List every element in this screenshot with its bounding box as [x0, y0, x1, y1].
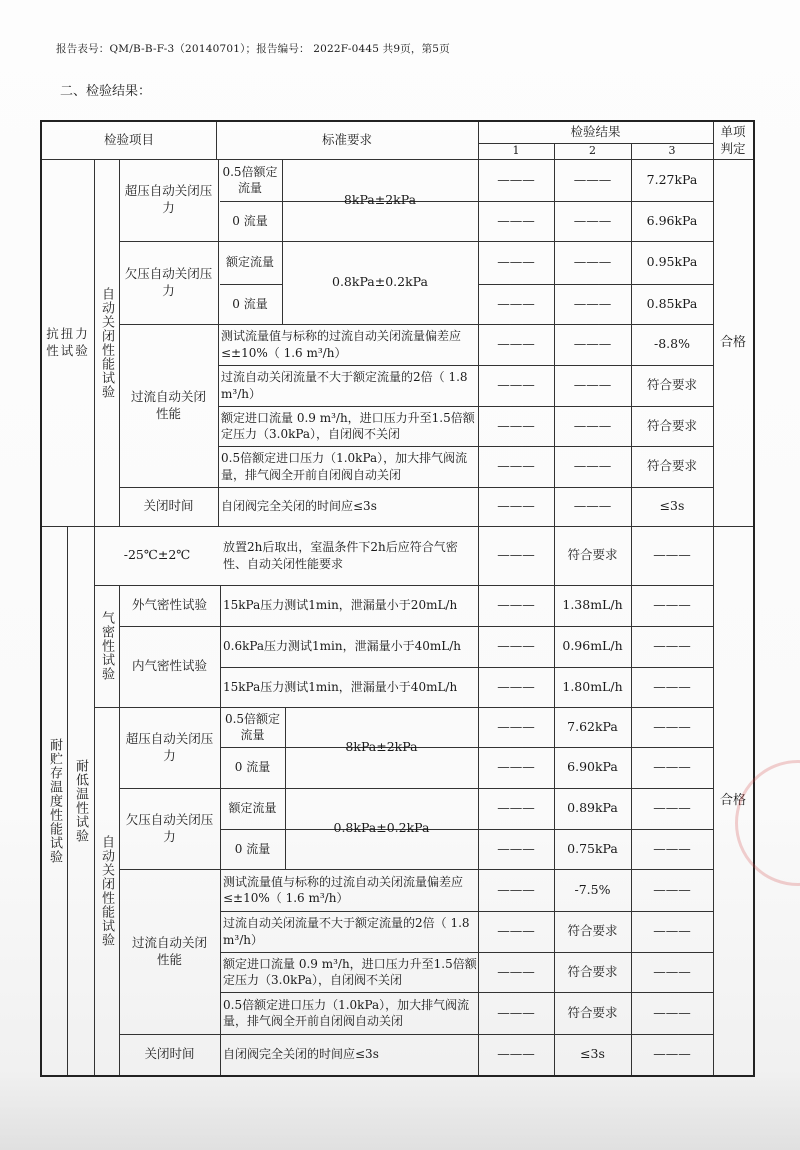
storage-int-std-2: 15kPa压力测试1min，泄漏量小于40mL/h: [223, 679, 458, 694]
torsion-flow-std-1: 测试流量值与标称的过流自动关闭流量偏差应≤±10%（ 1.6 m³/h）: [221, 329, 462, 360]
torsion-flow-r3-2: 符合要求: [646, 377, 697, 393]
storage-over-flow-0: 0 流量: [234, 760, 271, 775]
torsion-flow-std-2: 过流自动关闭流量不大于额定流量的2倍（ 1.8 m³/h）: [221, 370, 468, 401]
torsion-over-r3b: 6.96kPa: [646, 212, 698, 228]
storage-over-r1b: ———: [497, 759, 535, 775]
storage-close-label: 关闭时间: [144, 1046, 195, 1062]
storage-flow-r3-3: ———: [653, 963, 691, 979]
storage-under-r3a: ———: [653, 800, 691, 816]
storage-int-r3-2: ———: [653, 678, 691, 694]
storage-close-r3: ———: [653, 1046, 691, 1062]
torsion-flow-r3-3: 符合要求: [646, 417, 697, 433]
header-col-3: 3: [668, 143, 676, 157]
torsion-close-r3: ≤3s: [659, 498, 685, 514]
storage-flow-r2-4: 符合要求: [567, 1004, 618, 1020]
storage-flow-r1-3: ———: [497, 963, 535, 979]
torsion-under-label: 欠压自动关闭压力: [124, 265, 213, 298]
storage-flow-std-1: 测试流量值与标称的过流自动关闭流量偏差应≤±10%（ 1.6 m³/h）: [223, 874, 464, 905]
torsion-over-r3a: 7.27kPa: [646, 171, 698, 187]
storage-int-r2-2: 1.80mL/h: [562, 678, 623, 694]
storage-flow-label: 过流自动关闭性能: [131, 934, 207, 967]
header-col-1: 1: [512, 143, 520, 157]
torsion-flow-r1-3: ———: [497, 417, 535, 433]
storage-under-flow-0: 0 流量: [234, 841, 271, 856]
torsion-over-r2a: ———: [573, 171, 612, 187]
torsion-flow-r2-4: ———: [573, 458, 612, 474]
section-title: 二、检验结果：: [60, 84, 152, 99]
torsion-close-r1: ———: [497, 498, 535, 514]
results-table: [40, 120, 755, 1077]
torsion-over-r1a: ———: [497, 171, 535, 187]
storage-over-r3a: ———: [653, 718, 691, 734]
torsion-under-r3a: 0.95kPa: [646, 254, 698, 270]
torsion-close-std: 自闭阀完全关闭的时间应≤3s: [221, 499, 377, 514]
header-standard: 标准要求: [321, 132, 372, 148]
storage-flow-r3-2: ———: [653, 923, 691, 939]
torsion-flow-std-4: 0.5倍额定进口压力（1.0kPa），加大排气阀流量，排气阀全开前自闭阀自动关闭: [221, 451, 468, 482]
storage-over-flow-05: 0.5倍额定流量: [224, 711, 281, 742]
storage-flow-r2-3: 符合要求: [567, 963, 618, 979]
torsion-flow-std-3: 额定进口流量 0.9 m³/h，进口压力升至1.5倍额定压力（3.0kPa），自闭阀不关闭: [221, 410, 475, 441]
torsion-close-label: 关闭时间: [143, 498, 194, 514]
storage-int-r1-1: ———: [497, 638, 535, 654]
torsion-under-r3b: 0.85kPa: [646, 295, 698, 311]
torsion-verdict: 合格: [719, 334, 746, 350]
storage-close-r1: ———: [497, 1046, 535, 1062]
storage-temp-r2: 符合要求: [567, 547, 618, 563]
storage-flow-std-2: 过流自动关闭流量不大于额定流量的2倍（ 1.8 m³/h）: [223, 916, 470, 947]
storage-int-r1-2: ———: [497, 678, 535, 694]
storage-over-r1a: ———: [497, 718, 535, 734]
torsion-subgroup: 自动关闭性能试验: [99, 286, 114, 399]
storage-close-std: 自闭阀完全关闭的时间应≤3s: [223, 1047, 379, 1062]
header-results: 检验结果: [570, 124, 621, 140]
storage-ext-std: 15kPa压力测试1min，泄漏量小于20mL/h: [223, 598, 458, 613]
torsion-flow-r1-4: ———: [497, 458, 535, 474]
torsion-close-r2: ———: [573, 498, 612, 514]
storage-subgroup: 自动关闭性能试验: [99, 835, 114, 947]
torsion-under-std: 0.8kPa±0.2kPa: [332, 274, 428, 290]
storage-verdict: 合格: [719, 792, 746, 808]
torsion-under-flow-rated: 额定流量: [225, 255, 274, 270]
torsion-under-r2a: ———: [573, 254, 612, 270]
storage-flow-std-4: 0.5倍额定进口压力（1.0kPa），加大排气阀流量，排气阀全开前自闭阀自动关闭: [223, 997, 470, 1028]
storage-close-r2: ≤3s: [580, 1046, 605, 1062]
storage-ext-r2: 1.38mL/h: [562, 597, 623, 613]
page-shadow: [0, 1070, 800, 1150]
torsion-flow-r2-2: ———: [573, 377, 612, 393]
storage-group: 耐贮存温度性能试验: [47, 737, 62, 864]
storage-under-flow-rated: 额定流量: [228, 801, 277, 816]
header-item: 检验项目: [103, 132, 154, 148]
storage-over-std: 8kPa±2kPa: [345, 739, 418, 755]
storage-flow-r1-2: ———: [497, 923, 535, 939]
storage-flow-r2-1: -7.5%: [574, 881, 611, 897]
torsion-under-flow-0: 0 流量: [232, 296, 268, 311]
storage-flow-r2-2: 符合要求: [567, 923, 618, 939]
torsion-over-flow-0: 0 流量: [232, 213, 268, 228]
torsion-over-r2b: ———: [573, 212, 612, 228]
storage-under-label: 欠压自动关闭压力: [125, 811, 214, 844]
storage-over-r2b: 6.90kPa: [567, 759, 618, 775]
torsion-under-r1b: ———: [497, 295, 535, 311]
torsion-over-r1b: ———: [497, 212, 535, 228]
storage-under-r1a: ———: [497, 800, 535, 816]
torsion-flow-r1-2: ———: [497, 377, 535, 393]
storage-int-r2-1: 0.96mL/h: [562, 638, 623, 654]
storage-temp-std: 放置2h后取出，室温条件下2h后应符合气密性、自动关闭性能要求: [223, 540, 458, 571]
header-verdict: 单项判定: [720, 123, 746, 156]
torsion-flow-r2-1: ———: [573, 336, 612, 352]
torsion-over-std: 8kPa±2kPa: [343, 191, 417, 207]
storage-temp-r3: ———: [653, 547, 691, 563]
storage-int-r3-1: ———: [653, 638, 691, 654]
storage-over-label: 超压自动关闭压力: [125, 730, 214, 763]
storage-int-label: 内气密性试验: [131, 658, 207, 674]
torsion-flow-r3-4: 符合要求: [646, 458, 697, 474]
torsion-flow-r1-1: ———: [497, 336, 535, 352]
torsion-group: 抗扭力性试验: [46, 325, 90, 358]
torsion-flow-label: 过流自动关闭性能: [130, 388, 206, 421]
storage-ext-r3: ———: [653, 597, 691, 613]
storage-under-r2a: 0.89kPa: [567, 800, 618, 816]
torsion-flow-r2-3: ———: [573, 417, 612, 433]
storage-flow-r3-1: ———: [653, 881, 691, 897]
storage-over-r2a: 7.62kPa: [567, 718, 618, 734]
storage-flow-r1-1: ———: [497, 881, 535, 897]
storage-ext-r1: ———: [497, 597, 535, 613]
torsion-over-label: 超压自动关闭压力: [124, 183, 213, 215]
storage-flow-std-3: 额定进口流量 0.9 m³/h，进口压力升至1.5倍额定压力（3.0kPa），自闭阀不关闭: [223, 956, 477, 987]
storage-under-r2b: 0.75kPa: [567, 840, 618, 856]
storage-temp-label: -25℃±2℃: [123, 547, 191, 563]
storage-ext-label: 外气密性试验: [131, 597, 207, 613]
storage-flow-r1-4: ———: [497, 1004, 535, 1020]
storage-airtight: 气密性试验: [99, 611, 114, 681]
header-col-2: 2: [589, 143, 596, 157]
torsion-under-r1a: ———: [497, 254, 535, 270]
storage-over-r3b: ———: [653, 759, 691, 775]
storage-under-r1b: ———: [497, 840, 535, 856]
storage-lowtemp: 耐低温性试验: [73, 758, 88, 843]
storage-temp-r1: ———: [497, 547, 535, 563]
storage-under-std: 0.8kPa±0.2kPa: [333, 820, 430, 836]
torsion-under-r2b: ———: [573, 295, 612, 311]
report-header: 报告表号：QM/B-B-F-3（20140701）；报告编号： 2022F-0445 共9页，第5页: [56, 43, 450, 55]
torsion-flow-r3-1: -8.8%: [654, 336, 690, 352]
storage-flow-r3-4: ———: [653, 1004, 691, 1020]
torsion-over-flow-05: 0.5倍额定流量: [222, 164, 278, 195]
storage-under-r3b: ———: [653, 840, 691, 856]
storage-int-std-1: 0.6kPa压力测试1min，泄漏量小于40mL/h: [223, 639, 462, 654]
